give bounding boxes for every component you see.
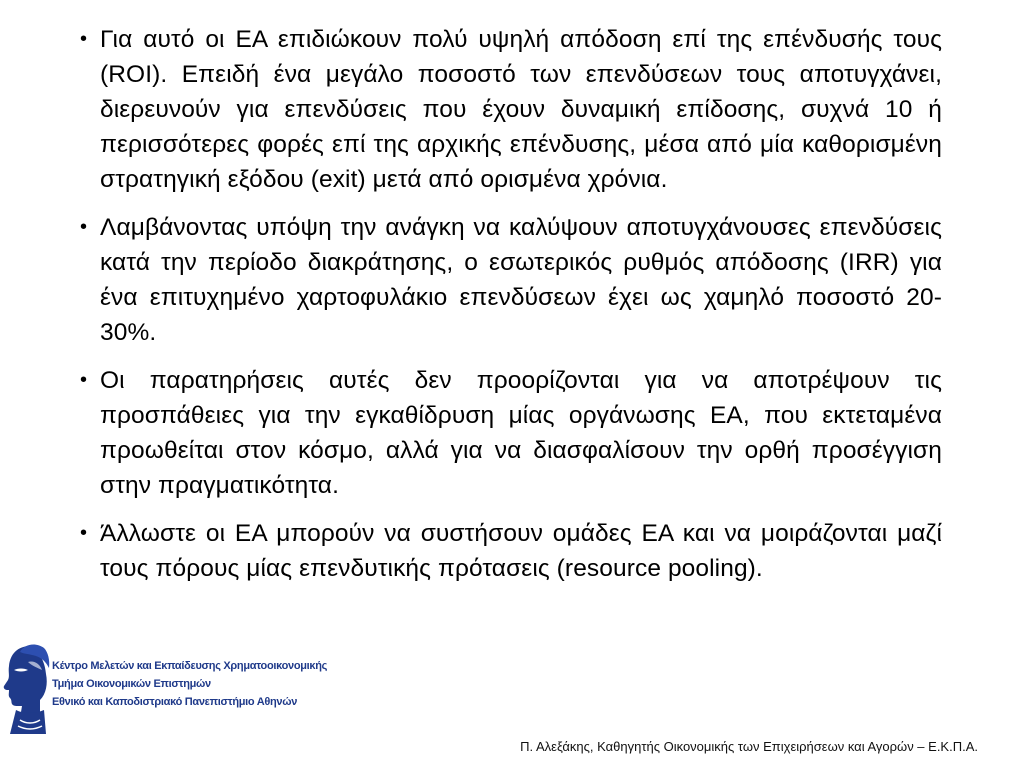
logo-line-department: Τμήμα Οικονομικών Επιστημών: [52, 678, 211, 690]
bullet-text: Λαμβάνοντας υπόψη την ανάγκη να καλύψουν αποτυγχάνουσες επενδύσεις κατά την περίοδο διακράτησης, ο εσωτερικός ρυθμός απόδοσης (IRR) για ένα επιτυχημένο χαρτοφυλάκιο επενδύσεων έχει ως χαμηλό ποσοστό 20-30%.: [100, 214, 942, 346]
logo-line-university: Εθνικό και Καποδιστριακό Πανεπιστήμιο Αθηνών: [52, 696, 298, 708]
footer-credit: Π. Αλεξάκης, Καθηγητής Οικονομικής των Επιχειρήσεων και Αγορών – Ε.Κ.Π.Α.: [520, 739, 978, 754]
bullet-item: [80, 516, 942, 586]
logo-text: [52, 657, 327, 711]
bullet-item: [80, 210, 942, 350]
bullet-marker: •: [80, 369, 88, 391]
athena-helmet-icon: [0, 640, 52, 738]
bullet-item: [80, 22, 942, 197]
bullet-marker: •: [80, 522, 88, 544]
logo-line-center: Κέντρο Μελετών και Εκπαίδευσης Χρηματοοικονομικής: [52, 660, 328, 672]
bullet-item: [80, 363, 942, 503]
bullet-text: Για αυτό οι ΕΑ επιδιώκουν πολύ υψηλή απόδοση επί της επένδυσής τους (ROI). Επειδή ένα μεγάλο ποσοστό των επενδύσεων τους αποτυγχάνει, διερευνούν για επενδύσεις που έχουν δυναμική επίδοσης, συχνά 10 ή περισσότερες φορές επί της αρχικής επένδυσης, μέσα από μία καθορισμένη στρατηγική εξόδου (exit) μετά από ορισμένα χρόνια.: [100, 26, 942, 193]
bullet-text: Οι παρατηρήσεις αυτές δεν προορίζονται για να αποτρέψουν τις προσπάθειες για την εγκαθίδρυση μίας οργάνωσης ΕΑ, που εκτεταμένα προωθείται στον κόσμο, αλλά για να διασφαλίσουν την ορθή προσέγγιση στην πραγματικότητα.: [100, 367, 942, 499]
bullet-marker: •: [80, 28, 88, 50]
bullet-marker: •: [80, 216, 88, 238]
bullet-text: Άλλωστε οι ΕΑ μπορούν να συστήσουν ομάδες ΕΑ και να μοιράζονται μαζί τους πόρους μίας επενδυτικής πρότασεις (resource pooling).: [100, 520, 942, 582]
bullet-list: [80, 22, 942, 599]
institution-logo: [0, 640, 328, 740]
